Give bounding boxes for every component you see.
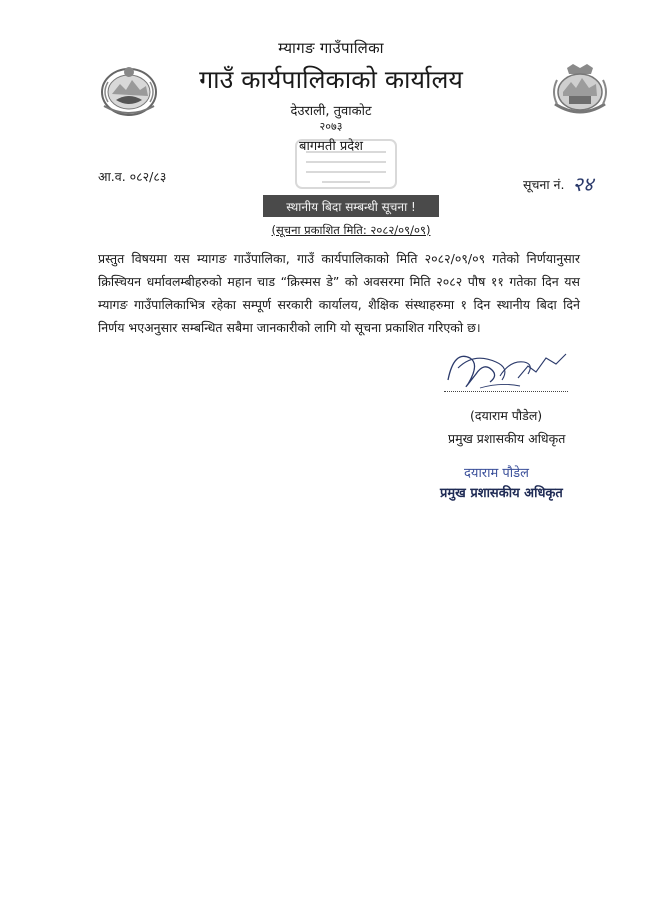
stamp-title: प्रमुख प्रशासकीय अधिकृत xyxy=(440,486,563,501)
notice-number-label: सूचना नं. xyxy=(523,177,565,192)
notice-number: २४ xyxy=(572,172,594,196)
signatory-name: (दयाराम पौडेल) xyxy=(470,408,543,423)
signature-line xyxy=(444,385,568,392)
province-name: बागमती प्रदेश xyxy=(299,139,363,154)
office-address: देउराली, तुवाकोट xyxy=(290,104,372,119)
signatory-title: प्रमुख प्रशासकीय अधिकृत xyxy=(448,431,566,446)
notice-body: प्रस्तुत विषयमा यस म्यागङ गाउँपालिका, गाउँ कार्यपालिकाको मिति २०८२/०९/०९ गतेको निर्णयानुसार क्रिस्चियन धर्मावलम्बीहरुको महान चाड “क्रिस्मस डे” को अवसरमा मिति २०८२ पौष ११ गतेका दिन यस म्यागङ गाउँपालिकाभित्र रहेका सम्पूर्ण सरकारी कार्यालय, शैक्षिक संस्थाहरुमा १ दिन स्थानीय बिदा दिने निर्णय भएअनुसार सम्बन्धित सबैमा जानकारीको लागि यो सूचना प्रकाशित गरिएको छ। xyxy=(98,251,580,335)
stamp-name: दयाराम पौडेल xyxy=(464,466,529,481)
notice-title: स्थानीय बिदा सम्बन्धी सूचना ! xyxy=(263,195,439,217)
fiscal-year: आ.व. ०८२/८३ xyxy=(98,169,167,184)
handwritten-signature xyxy=(440,340,580,402)
established-year: २०७३ xyxy=(319,120,343,133)
published-date: (सूचना प्रकाशित मिति: २०८२/०९/०९) xyxy=(271,223,431,237)
faint-office-stamp xyxy=(292,136,400,192)
palika-name: म्यागङ गाउँपालिका xyxy=(278,39,384,57)
office-name: गाउँ कार्यपालिकाको कार्यालय xyxy=(199,65,463,94)
notice-number-block xyxy=(523,168,593,195)
